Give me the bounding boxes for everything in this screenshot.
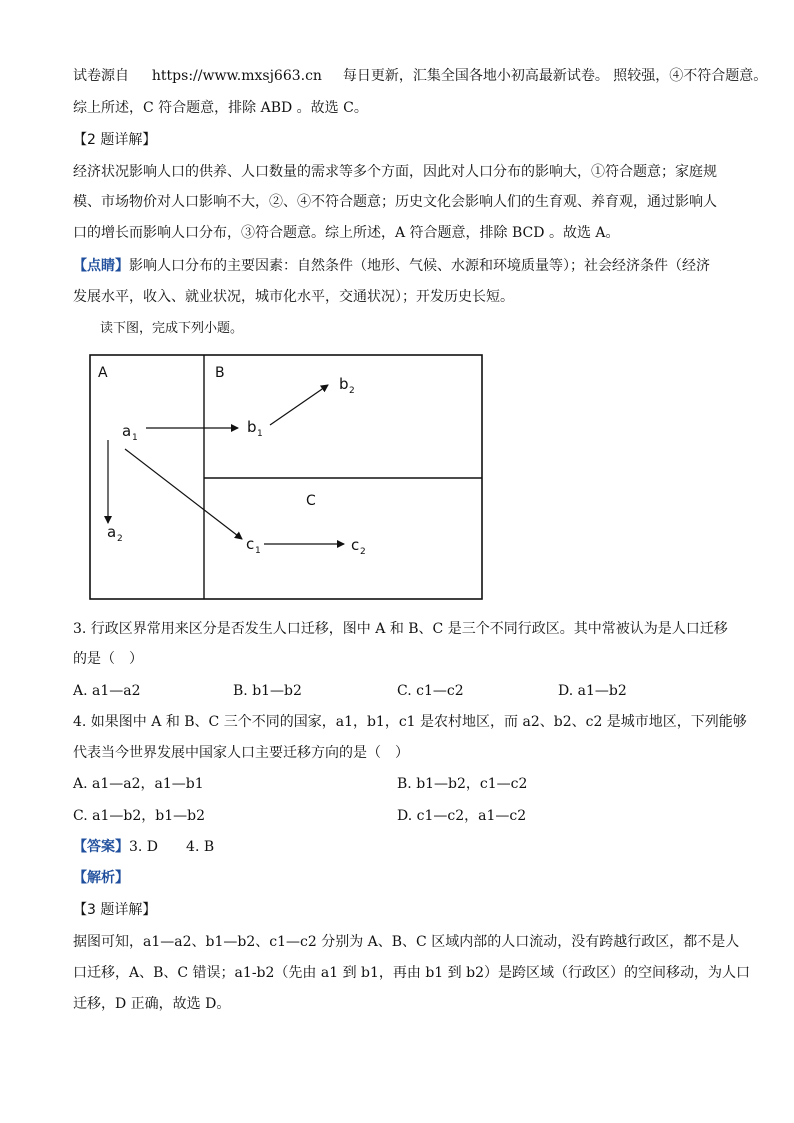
tip-label: 【点睛】 [73, 258, 129, 274]
svg-text:2: 2 [360, 547, 366, 557]
svg-text:c: c [246, 535, 255, 553]
diagram-frame [90, 355, 482, 599]
point-a1 [122, 422, 138, 443]
svg-text:b: b [247, 418, 257, 436]
svg-text:1: 1 [255, 546, 261, 556]
q2-detail-line-3: 口的增长而影响人口分布，③符合题意。综上所述，A 符合题意，排除 BCD 。故选 A。 [73, 225, 620, 241]
region-b-label: B [215, 365, 225, 381]
svg-text:2: 2 [349, 386, 355, 396]
q2-detail-heading: 【2 题详解】 [73, 132, 157, 148]
answer-q3: 3. D [129, 839, 159, 855]
q2-detail-line-1: 经济状况影响人口的供养、人口数量的需求等多个方面，因此对人口分布的影响大，①符合题意；家庭规 [73, 164, 717, 180]
source-label: 试卷源自 [73, 68, 129, 84]
q3-detail-line-3: 迁移，D 正确，故选 D。 [73, 996, 231, 1012]
prev-conclusion: 综上所述，C 符合题意，排除 ABD 。故选 C。 [73, 100, 368, 116]
arrow-b1-b2 [270, 385, 328, 425]
q4-option-d: D. c1—c2，a1—c2 [397, 808, 527, 824]
update-text: 每日更新，汇集全国各地小初高最新试卷。 [342, 68, 609, 84]
svg-text:1: 1 [132, 433, 138, 443]
diagram-instruction: 读下图，完成下列小题。 [100, 321, 244, 336]
source-url[interactable]: https://www.mxsj663.cn [151, 68, 322, 84]
q3-detail-line-2: 口迁移，A、B、C 错误；a1-b2（先由 a1 到 b1，再由 b1 到 b2）是跨区域（行政区）的空间移动，为人口 [73, 965, 750, 981]
analysis-label: 【解析】 [73, 870, 129, 886]
region-c-label: C [306, 493, 316, 509]
q2-detail-line-2: 模、市场物价对人口影响不大，②、④不符合题意；历史文化会影响人们的生育观、养育观，通过影响人 [73, 194, 717, 210]
q4-stem-line-1: 4. 如果图中 A 和 B、C 三个不同的国家，a1，b1，c1 是农村地区，而 a2、b2、c2 是城市地区，下列能够 [73, 714, 747, 730]
svg-text:a: a [122, 422, 132, 440]
point-b1 [247, 418, 263, 439]
q3-option-d: D. a1—b2 [558, 683, 627, 699]
point-c2 [351, 536, 366, 557]
q4-stem-line-2: 代表当今世界发展中国家人口主要迁移方向的是（ ） [73, 745, 409, 761]
svg-text:c: c [351, 536, 360, 554]
q4-option-a: A. a1—a2，a1—b1 [73, 776, 204, 792]
answer-label: 【答案】 [73, 839, 129, 855]
point-c1 [246, 535, 261, 556]
answer-line [73, 838, 214, 856]
q4-option-b: B. b1—b2，c1—c2 [397, 776, 528, 792]
svg-text:1: 1 [257, 429, 263, 439]
svg-text:a: a [107, 523, 117, 541]
q3-option-c: C. c1—c2 [397, 683, 464, 699]
header-line [73, 67, 767, 85]
answer-q4: 4. B [186, 839, 215, 855]
svg-text:b: b [339, 375, 349, 393]
point-b2 [339, 375, 355, 396]
q3-option-b: B. b1—b2 [233, 683, 302, 699]
tip-text-1: 影响人口分布的主要因素：自然条件（地形、气候、水源和环境质量等）；社会经济条件（经济 [129, 258, 710, 274]
point-a2 [107, 523, 123, 544]
q3-detail-line-1: 据图可知，a1—a2、b1—b2、c1—c2 分别为 A、B、C 区域内部的人口流动，没有跨越行政区，都不是人 [73, 934, 740, 950]
region-a-label: A [98, 365, 108, 381]
tip-line-2: 发展水平，收入、就业状况，城市化水平，交通状况）；开发历史长短。 [73, 289, 514, 305]
q4-option-c: C. a1—b2，b1—b2 [73, 808, 205, 824]
svg-text:2: 2 [117, 534, 123, 544]
migration-diagram [88, 353, 486, 603]
q3-option-a: A. a1—a2 [73, 683, 141, 699]
arrow-a1-c1 [125, 449, 242, 539]
q3-detail-heading: 【3 题详解】 [73, 902, 157, 918]
tip-line-1 [73, 257, 710, 275]
header-tail: 照较强，④不符合题意。 [613, 68, 768, 84]
q3-stem-line-2: 的是（ ） [73, 651, 143, 667]
q3-stem-line-1: 3. 行政区界常用来区分是否发生人口迁移，图中 A 和 B、C 是三个不同行政区。其中常被认为是人口迁移 [73, 621, 728, 637]
